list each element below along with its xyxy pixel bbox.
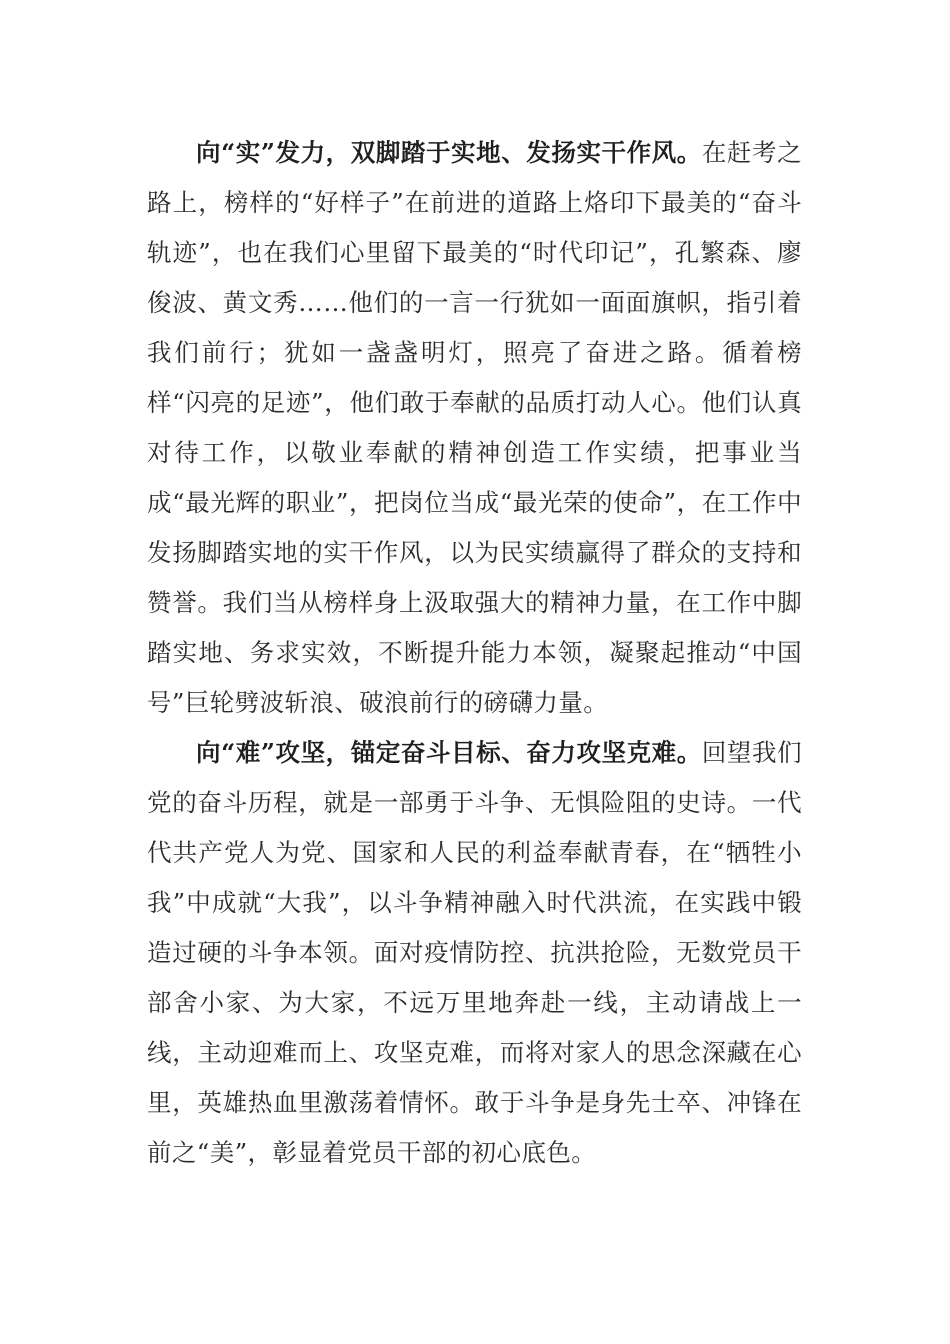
paragraph-nan <box>147 728 802 1178</box>
paragraph-lead-shi: 向“实”发力，双脚踏于实地、发扬实干作风。 <box>196 138 702 167</box>
paragraph-lead-nan: 向“难”攻坚，锚定奋斗目标、奋力攻坚克难。 <box>196 738 702 767</box>
paragraph-shi <box>147 128 802 728</box>
paragraph-body-nan: 回望我们党的奋斗历程，就是一部勇于斗争、无惧险阻的史诗。一代代共产党人为党、国家和人民的利益奉献青春，在“牺牲小我”中成就“大我”，以斗争精神融入时代洪流，在实践中锻造过硬的斗争本领。面对疫情防控、抗洪抢险，无数党员干部舍小家、为大家，不远万里地奔赴一线，主动请战上一线，主动迎难而上、攻坚克难，而将对家人的思念深藏在心里，英雄热血里激荡着情怀。敢于斗争是身先士卒、冲锋在前之“美”，彰显着党员干部的初心底色。 <box>147 738 802 1167</box>
document-body <box>147 128 802 1178</box>
paragraph-body-shi: 在赶考之路上，榜样的“好样子”在前进的道路上烙印下最美的“奋斗轨迹”，也在我们心里留下最美的“时代印记”，孔繁森、廖俊波、黄文秀……他们的一言一行犹如一面面旗帜，指引着我们前行；犹如一盏盏明灯，照亮了奋进之路。循着榜样“闪亮的足迹”，他们敢于奉献的品质打动人心。他们认真对待工作，以敬业奉献的精神创造工作实绩，把事业当成“最光辉的职业”，把岗位当成“最光荣的使命”，在工作中发扬脚踏实地的实干作风，以为民实绩赢得了群众的支持和赞誉。我们当从榜样身上汲取强大的精神力量，在工作中脚踏实地、务求实效，不断提升能力本领，凝聚起推动“中国号”巨轮劈波斩浪、破浪前行的磅礴力量。 <box>147 138 802 717</box>
